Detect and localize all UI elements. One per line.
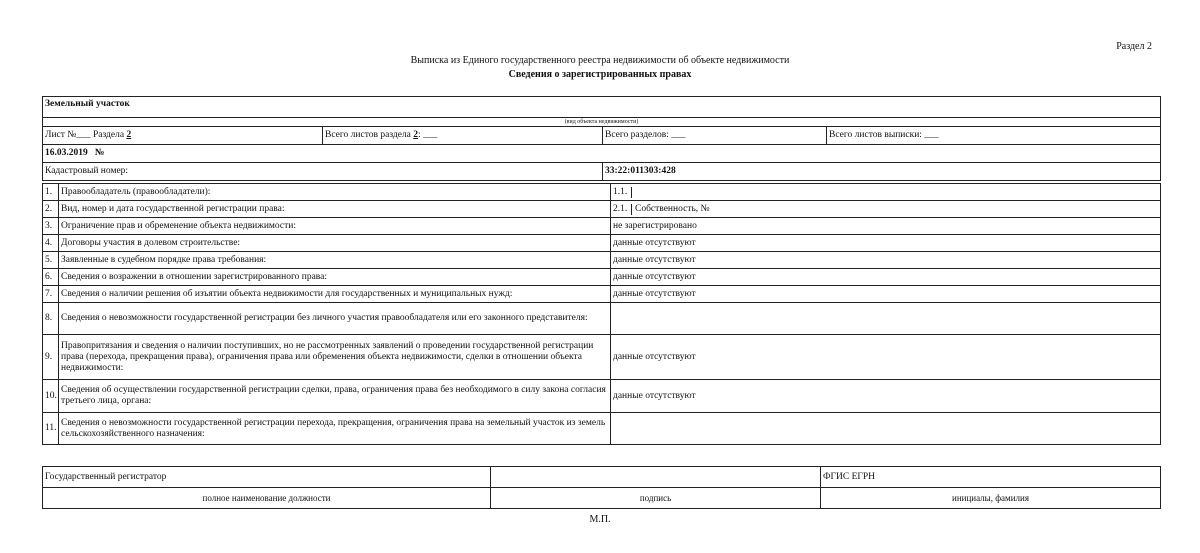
row-label: Ограничение прав и обременение объекта недвижимости: — [59, 218, 611, 235]
cadastral-number: 33:22:011303:428 — [603, 163, 1161, 181]
row-value-cell — [611, 413, 1161, 445]
total-extract-sheets-cell: Всего листов выписки: ___ — [827, 127, 1161, 145]
row-label: Сведения о невозможности государственной регистрации без личного участия правообладателя или его законного представителя: — [59, 303, 611, 335]
section-label: Раздел 2 — [1116, 41, 1152, 52]
row-number: 1. — [43, 184, 59, 201]
row-number: 10. — [43, 380, 59, 413]
row-value-cell — [611, 218, 1161, 235]
total-sections-cell: Всего разделов: ___ — [603, 127, 827, 145]
object-header-table — [42, 96, 1161, 181]
row-number: 2. — [43, 201, 59, 218]
row-label: Правопритязания и сведения о наличии поступивших, но не рассмотренных заявлений о проведении государственной регистрации права (перехода, прекращения права), ограничения права или обременения объекта недвижимости, сделки в отношении объекта недвижимости: — [59, 335, 611, 380]
total-sheets-label: Всего листов раздела — [325, 130, 411, 140]
object-type-caption: (вид объекта недвижимости) — [43, 118, 1161, 127]
stamp-place-label: М.П. — [589, 514, 611, 525]
rights-table — [42, 183, 1161, 445]
table-row — [43, 286, 1161, 303]
table-row — [43, 303, 1161, 335]
row-value: данные отсутствуют — [613, 351, 696, 362]
row-label: Правообладатель (правообладатели): — [59, 184, 611, 201]
row-value-cell — [611, 380, 1161, 413]
row-subnumber: 2.1. — [613, 204, 632, 215]
row-label: Договоры участия в долевом строительстве: — [59, 235, 611, 252]
row-label: Вид, номер и дата государственной регистрации права: — [59, 201, 611, 218]
extract-date: 16.03.2019 — [45, 148, 88, 158]
table-row — [43, 413, 1161, 445]
row-number: 4. — [43, 235, 59, 252]
row-value-cell — [611, 252, 1161, 269]
row-number: 9. — [43, 335, 59, 380]
row-value: данные отсутствуют — [613, 271, 696, 282]
row-value-cell — [611, 235, 1161, 252]
row-label: Сведения о возражении в отношении зарегистрированного права: — [59, 269, 611, 286]
row-value-cell — [611, 184, 1161, 201]
row-label: Сведения о наличии решения об изъятии объекта недвижимости для государственных и муниципальных нужд: — [59, 286, 611, 303]
row-value: данные отсутствуют — [613, 254, 696, 265]
registrar-org: ФГИС ЕГРН — [821, 467, 1161, 488]
signature-field — [491, 467, 821, 488]
row-label: Заявленные в судебном порядке права требования: — [59, 252, 611, 269]
object-type: Земельный участок — [43, 97, 1161, 118]
row-number: 6. — [43, 269, 59, 286]
table-row — [43, 380, 1161, 413]
row-value-cell — [611, 269, 1161, 286]
document-subtitle: Сведения о зарегистрированных правах — [508, 69, 692, 80]
row-label: Сведения о невозможности государственной регистрации перехода, прекращения, ограничения права на земельный участок из земель сельскохозяйственного назначения: — [59, 413, 611, 445]
row-value-cell — [611, 335, 1161, 380]
registrar-position: Государственный регистратор — [43, 467, 491, 488]
total-sheets-cell — [323, 127, 603, 145]
table-row — [43, 335, 1161, 380]
row-value: данные отсутствуют — [613, 288, 696, 299]
table-row — [43, 252, 1161, 269]
sheet-number-cell — [43, 127, 323, 145]
row-value: данные отсутствуют — [613, 237, 696, 248]
row-number: 3. — [43, 218, 59, 235]
extract-number-label: № — [94, 148, 105, 158]
row-number: 8. — [43, 303, 59, 335]
name-caption: инициалы, фамилия — [821, 488, 1161, 509]
row-value-cell — [611, 201, 1161, 218]
row-number: 11. — [43, 413, 59, 445]
signature-caption: подпись — [491, 488, 821, 509]
total-sheets-value: 2 — [413, 130, 419, 140]
row-number: 7. — [43, 286, 59, 303]
row-subnumber: 1.1. — [613, 187, 632, 198]
table-row — [43, 235, 1161, 252]
total-sheets-suffix: : ___ — [418, 130, 438, 140]
sheet-number-label: Лист №___ Раздела — [45, 130, 125, 140]
sheet-section-value: 2 — [126, 130, 132, 140]
cadastral-label: Кадастровый номер: — [43, 163, 603, 181]
row-number: 5. — [43, 252, 59, 269]
signature-table — [42, 466, 1161, 509]
table-row — [43, 218, 1161, 235]
document-title: Выписка из Единого государственного реестра недвижимости об объекте недвижимости — [410, 55, 790, 66]
row-value: данные отсутствуют — [613, 390, 696, 401]
date-number-cell — [43, 145, 1161, 163]
row-value-cell — [611, 286, 1161, 303]
row-value-cell — [611, 303, 1161, 335]
table-row — [43, 201, 1161, 218]
row-label: Сведения об осуществлении государственной регистрации сделки, права, ограничения права без необходимого в силу закона согласия третьего лица, органа: — [59, 380, 611, 413]
table-row — [43, 184, 1161, 201]
position-caption: полное наименование должности — [43, 488, 491, 509]
table-row — [43, 269, 1161, 286]
row-value: не зарегистрировано — [613, 220, 697, 231]
row-value: Собственность, № — [635, 203, 710, 214]
